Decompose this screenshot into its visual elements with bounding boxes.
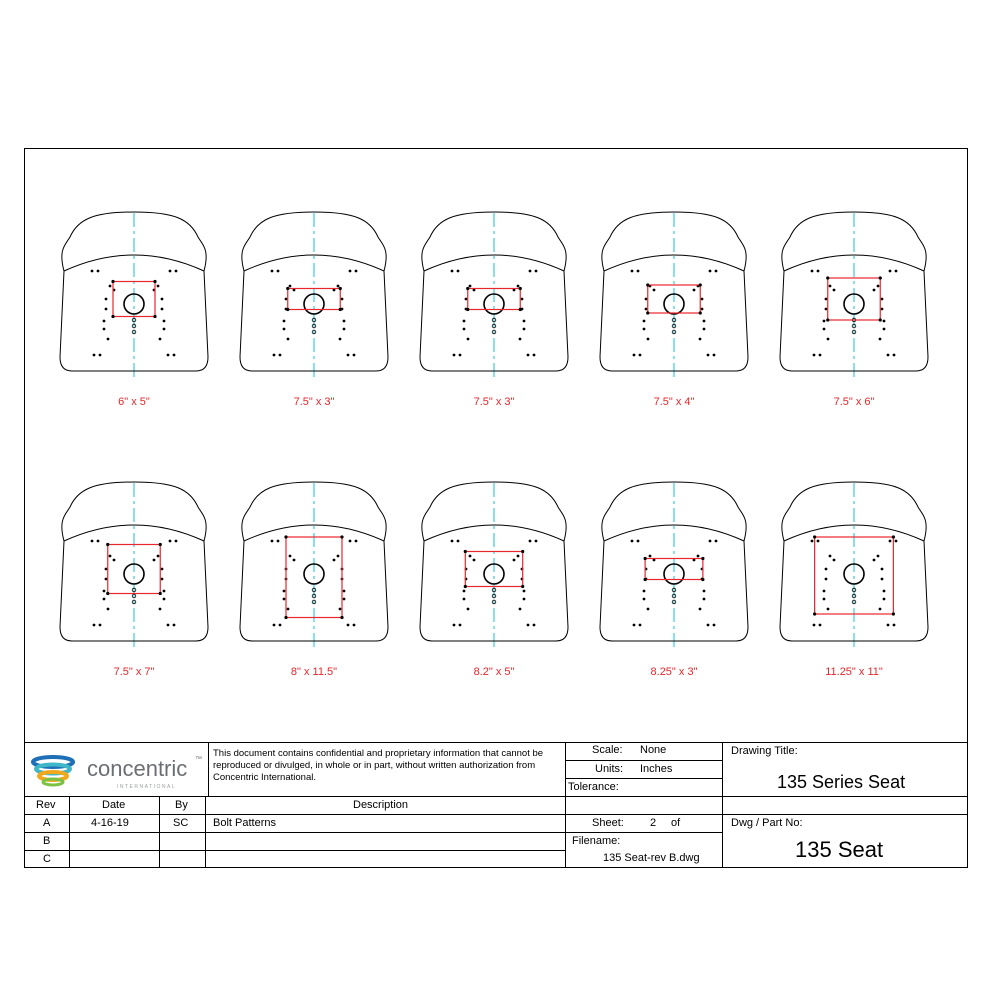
bolt-pattern-hole (646, 283, 649, 286)
bolt-dot (163, 328, 166, 331)
part-no-label: Dwg / Part No: (731, 817, 803, 829)
bolt-dot (349, 270, 352, 273)
bolt-dot (637, 540, 640, 543)
bolt-dot (873, 289, 876, 292)
bolt-pattern-hole (646, 311, 649, 314)
bolt-pattern-hole (699, 283, 702, 286)
bolt-dot (833, 289, 836, 292)
bolt-dot (819, 354, 822, 357)
units-label: Units: (595, 763, 624, 775)
bolt-dot (453, 624, 456, 627)
bolt-dot (819, 624, 822, 627)
bolt-dot (825, 568, 828, 571)
bolt-dot (339, 608, 342, 611)
bolt-dot (631, 270, 634, 273)
bolt-dot (277, 270, 280, 273)
bolt-dot (103, 328, 106, 331)
drawing-sheet (24, 148, 968, 868)
pattern-caption: 7.5" x 6" (833, 396, 875, 408)
seat-outline (420, 212, 568, 379)
bolt-dot (103, 590, 106, 593)
bolt-dot (825, 578, 828, 581)
bolt-dot (883, 320, 886, 323)
logo-wordmark: concentric (87, 756, 188, 781)
bolt-dot (163, 320, 166, 323)
date-header: Date (102, 799, 126, 811)
bolt-dot (883, 598, 886, 601)
bolt-dot (517, 555, 520, 558)
bolt-dot (533, 624, 536, 627)
bolt-dot (887, 624, 890, 627)
bolt-dot (103, 320, 106, 323)
rev-a-description: Bolt Patterns (213, 817, 276, 829)
bolt-dot (347, 354, 350, 357)
seat-outline (780, 212, 928, 379)
bolt-pattern-hole (701, 557, 704, 560)
bolt-dot (339, 338, 342, 341)
bolt-dot (883, 590, 886, 593)
bolt-dot (343, 598, 346, 601)
bolt-dot (527, 354, 530, 357)
bolt-dot (825, 308, 828, 311)
bolt-dot (701, 298, 704, 301)
bolt-dot (643, 320, 646, 323)
bolt-dot (707, 624, 710, 627)
bolt-pattern-hole (111, 280, 114, 283)
bolt-dot (529, 540, 532, 543)
bolt-dot (341, 298, 344, 301)
bolt-dot (709, 540, 712, 543)
bolt-pattern-hole (701, 578, 704, 581)
bolt-dot (451, 540, 454, 543)
pattern-caption: 8" x 11.5" (290, 666, 338, 678)
drawing-title-label: Drawing Title: (731, 745, 798, 757)
bolt-dot (343, 328, 346, 331)
units-value: Inches (640, 763, 673, 775)
bolt-dot (109, 555, 112, 558)
bolt-dot (647, 608, 650, 611)
bolt-dot (113, 559, 116, 562)
bolt-dot (513, 559, 516, 562)
sheet-of: of (671, 817, 681, 829)
seat-outline (60, 482, 208, 649)
bolt-dot (881, 298, 884, 301)
bolt-pattern-hole (464, 585, 467, 588)
bolt-dot (653, 289, 656, 292)
bolt-dot (633, 624, 636, 627)
bolt-dot (631, 540, 634, 543)
bolt-dot (649, 555, 652, 558)
bolt-dot (97, 540, 100, 543)
tolerance-label: Tolerance: (568, 781, 619, 793)
bolt-dot (337, 555, 340, 558)
bolt-dot (457, 540, 460, 543)
bolt-dot (161, 578, 164, 581)
bolt-pattern-hole (519, 308, 522, 311)
bolt-pattern-hole (106, 592, 109, 595)
bolt-dot (829, 285, 832, 288)
bolt-dot (289, 555, 292, 558)
bolt-dot (99, 354, 102, 357)
bolt-dot (813, 354, 816, 357)
bolt-pattern-hole (892, 535, 895, 538)
bolt-dot (895, 540, 898, 543)
seat-outline (60, 212, 208, 379)
bolt-pattern-hole (340, 616, 343, 619)
bolt-dot (105, 308, 108, 311)
bolt-dot (353, 354, 356, 357)
bolt-dot (517, 285, 520, 288)
bolt-dot (337, 285, 340, 288)
bolt-dot (355, 540, 358, 543)
pattern-caption: 8.25" x 3" (650, 666, 698, 678)
bolt-dot (529, 270, 532, 273)
bolt-pattern-hole (826, 318, 829, 321)
bolt-pattern-hole (284, 535, 287, 538)
seat-outline (240, 482, 388, 649)
bolt-dot (519, 608, 522, 611)
bolt-dot (877, 285, 880, 288)
filename-label: Filename: (572, 835, 621, 847)
bolt-dot (169, 540, 172, 543)
sheet-label: Sheet: (592, 817, 624, 829)
bolt-dot (879, 608, 882, 611)
bolt-dot (697, 555, 700, 558)
bolt-dot (293, 559, 296, 562)
bolt-dot (287, 608, 290, 611)
bolt-dot (523, 598, 526, 601)
bolt-dot (533, 354, 536, 357)
bolt-dot (271, 270, 274, 273)
bolt-pattern-hole (106, 543, 109, 546)
bolt-dot (353, 624, 356, 627)
bolt-dot (105, 298, 108, 301)
bolt-dot (703, 598, 706, 601)
bolt-dot (813, 624, 816, 627)
drawing-title: 135 Series Seat (777, 772, 906, 792)
bolt-dot (825, 298, 828, 301)
bolt-pattern-hole (521, 550, 524, 553)
bolt-dot (153, 559, 156, 562)
bolt-pattern-hole (892, 612, 895, 615)
confidentiality-notice: This document contains confidential and proprietary information that cannot be reproduced or divulged, in whole or in part, without written authorization from Concentric International. (213, 748, 544, 783)
bolt-dot (893, 354, 896, 357)
bolt-pattern-hole (466, 308, 469, 311)
logo-swirl-icon (31, 750, 83, 790)
pattern-caption: 7.5" x 3" (293, 396, 335, 408)
bolt-dot (519, 338, 522, 341)
bolt-dot (159, 338, 162, 341)
bolt-pattern-hole (111, 315, 114, 318)
bolt-dot (823, 320, 826, 323)
bolt-dot (91, 270, 94, 273)
rev-a-by: SC (173, 817, 189, 829)
bolt-dot (633, 354, 636, 357)
bolt-pattern-hole (466, 287, 469, 290)
bolt-dot (881, 568, 884, 571)
bolt-pattern-hole (159, 592, 162, 595)
concentric-logo (29, 748, 209, 792)
bolt-pattern-hole (153, 315, 156, 318)
bolt-pattern-hole (464, 550, 467, 553)
bolt-dot (883, 328, 886, 331)
bolt-dot (271, 540, 274, 543)
seat-outline (780, 482, 928, 649)
bolt-dot (289, 285, 292, 288)
bolt-dot (817, 270, 820, 273)
bolt-dot (693, 289, 696, 292)
bolt-dot (893, 624, 896, 627)
bolt-dot (173, 624, 176, 627)
bolt-dot (283, 328, 286, 331)
bolt-dot (703, 328, 706, 331)
bolt-dot (881, 308, 884, 311)
bolt-pattern-hole (340, 535, 343, 538)
bolt-dot (273, 624, 276, 627)
bolt-pattern-hole (813, 535, 816, 538)
bolt-dot (105, 578, 108, 581)
rev-header: Rev (36, 799, 56, 811)
bolt-dot (463, 328, 466, 331)
bolt-dot (93, 624, 96, 627)
bolt-dot (169, 270, 172, 273)
bolt-pattern-hole (159, 543, 162, 546)
bolt-dot (521, 298, 524, 301)
bolt-dot (107, 338, 110, 341)
bolt-pattern-hole (879, 276, 882, 279)
logo-trademark: ™ (195, 756, 202, 763)
bolt-pattern-hole (521, 585, 524, 588)
bolt-pattern-hole (339, 287, 342, 290)
bolt-dot (463, 320, 466, 323)
bolt-dot (535, 270, 538, 273)
bolt-dot (93, 354, 96, 357)
by-header: By (175, 799, 188, 811)
bolt-dot (161, 568, 164, 571)
bolt-dot (467, 608, 470, 611)
seat-outline (600, 482, 748, 649)
bolt-dot (159, 608, 162, 611)
scale-label: Scale: (592, 744, 623, 756)
bolt-dot (643, 598, 646, 601)
bolt-dot (643, 590, 646, 593)
bolt-dot (175, 540, 178, 543)
bolt-dot (343, 590, 346, 593)
seat-drawings (25, 149, 967, 741)
bolt-dot (167, 624, 170, 627)
bolt-dot (873, 559, 876, 562)
bolt-pattern-hole (644, 557, 647, 560)
seat-outline (600, 212, 748, 379)
bolt-dot (459, 354, 462, 357)
bolt-dot (285, 298, 288, 301)
bolt-dot (457, 270, 460, 273)
bolt-dot (277, 540, 280, 543)
bolt-dot (287, 338, 290, 341)
bolt-dot (889, 270, 892, 273)
bolt-dot (713, 624, 716, 627)
bolt-dot (463, 590, 466, 593)
bolt-dot (811, 270, 814, 273)
pattern-caption: 7.5" x 3" (473, 396, 515, 408)
bolt-dot (343, 320, 346, 323)
bolt-dot (279, 354, 282, 357)
bolt-dot (639, 354, 642, 357)
bolt-dot (701, 308, 704, 311)
bolt-dot (645, 298, 648, 301)
bolt-dot (829, 555, 832, 558)
bolt-dot (643, 328, 646, 331)
bolt-pattern-hole (153, 280, 156, 283)
bolt-dot (473, 559, 476, 562)
bolt-dot (817, 540, 820, 543)
bolt-pattern-hole (879, 318, 882, 321)
bolt-dot (463, 598, 466, 601)
bolt-dot (699, 608, 702, 611)
bolt-pattern-hole (286, 308, 289, 311)
bolt-dot (451, 270, 454, 273)
seat-outline (420, 482, 568, 649)
description-header: Description (353, 799, 409, 811)
bolt-pattern-hole (826, 276, 829, 279)
bolt-dot (889, 540, 892, 543)
bolt-dot (173, 354, 176, 357)
bolt-pattern-hole (286, 287, 289, 290)
bolt-dot (349, 540, 352, 543)
pattern-caption: 7.5" x 7" (113, 666, 155, 678)
bolt-dot (645, 308, 648, 311)
sheet-value: 2 (650, 817, 657, 829)
bolt-dot (877, 555, 880, 558)
bolt-pattern-hole (644, 578, 647, 581)
bolt-dot (453, 354, 456, 357)
part-no: 135 Seat (795, 837, 884, 862)
bolt-dot (167, 354, 170, 357)
bolt-dot (881, 578, 884, 581)
bolt-dot (827, 608, 830, 611)
bolt-dot (273, 354, 276, 357)
bolt-dot (355, 270, 358, 273)
bolt-dot (175, 270, 178, 273)
bolt-dot (105, 568, 108, 571)
title-block (25, 742, 967, 868)
bolt-dot (703, 320, 706, 323)
bolt-dot (279, 624, 282, 627)
bolt-dot (91, 540, 94, 543)
bolt-pattern-hole (699, 311, 702, 314)
filename-value: 135 Seat-rev B.dwg (603, 852, 700, 864)
bolt-dot (637, 270, 640, 273)
bolt-dot (103, 598, 106, 601)
pattern-caption: 11.25" x 11" (825, 666, 883, 678)
rev-c: C (43, 853, 51, 865)
bolt-dot (163, 598, 166, 601)
bolt-dot (347, 624, 350, 627)
bolt-dot (833, 559, 836, 562)
rev-a: A (43, 817, 51, 829)
pattern-caption: 6" x 5" (118, 396, 150, 408)
bolt-dot (811, 540, 814, 543)
bolt-dot (97, 270, 100, 273)
bolt-dot (163, 590, 166, 593)
bolt-pattern-hole (339, 308, 342, 311)
logo-subtitle: INTERNATIONAL (117, 784, 177, 790)
bolt-pattern-hole (813, 612, 816, 615)
bolt-dot (283, 320, 286, 323)
bolt-dot (283, 598, 286, 601)
bolt-dot (523, 590, 526, 593)
bolt-dot (107, 608, 110, 611)
bolt-dot (887, 354, 890, 357)
bolt-pattern-hole (284, 616, 287, 619)
bolt-dot (157, 285, 160, 288)
seat-outline (240, 212, 388, 379)
bolt-dot (709, 270, 712, 273)
bolt-dot (161, 308, 164, 311)
bolt-dot (647, 338, 650, 341)
bolt-dot (535, 540, 538, 543)
bolt-dot (283, 590, 286, 593)
bolt-dot (715, 540, 718, 543)
bolt-dot (527, 624, 530, 627)
bolt-dot (699, 338, 702, 341)
bolt-dot (109, 285, 112, 288)
bolt-dot (459, 624, 462, 627)
bolt-dot (715, 270, 718, 273)
bolt-dot (707, 354, 710, 357)
scale-value: None (640, 744, 667, 756)
bolt-dot (333, 559, 336, 562)
pattern-caption: 7.5" x 4" (653, 396, 695, 408)
bolt-dot (469, 285, 472, 288)
bolt-dot (467, 338, 470, 341)
bolt-dot (523, 320, 526, 323)
bolt-dot (99, 624, 102, 627)
bolt-dot (823, 328, 826, 331)
bolt-dot (713, 354, 716, 357)
rev-b: B (43, 835, 51, 847)
bolt-dot (823, 598, 826, 601)
bolt-dot (465, 298, 468, 301)
bolt-dot (827, 338, 830, 341)
bolt-dot (161, 298, 164, 301)
bolt-dot (879, 338, 882, 341)
bolt-dot (523, 328, 526, 331)
bolt-dot (703, 590, 706, 593)
rev-a-date: 4-16-19 (91, 817, 129, 829)
bolt-dot (823, 590, 826, 593)
bolt-dot (157, 555, 160, 558)
bolt-dot (639, 624, 642, 627)
bolt-dot (895, 270, 898, 273)
bolt-dot (469, 555, 472, 558)
bolt-pattern-hole (519, 287, 522, 290)
pattern-caption: 8.2" x 5" (473, 666, 515, 678)
